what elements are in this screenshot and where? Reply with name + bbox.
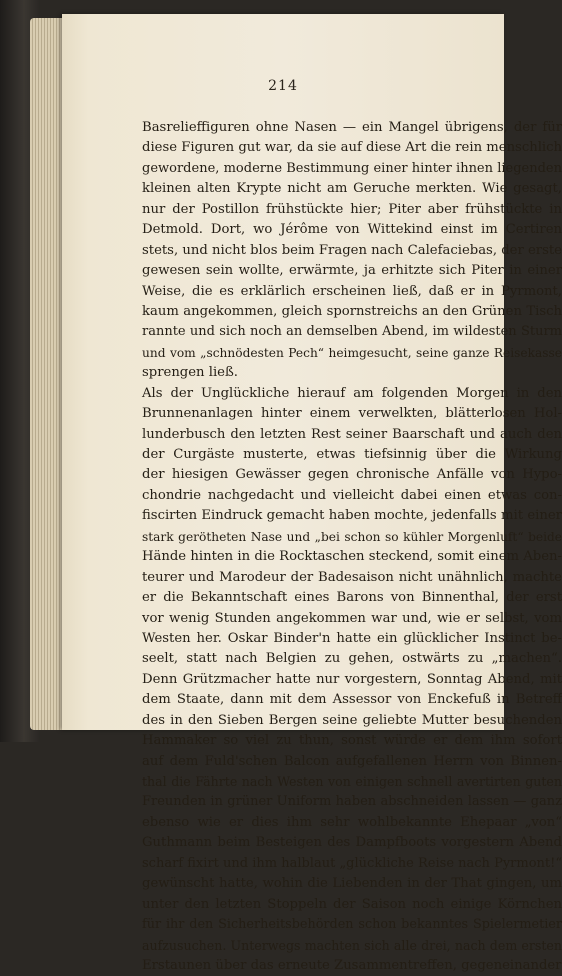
text-line: fiscirten Eindruck gemacht haben mochte, jedenfalls mit einer	[142, 508, 562, 524]
text-line: Hammaker so viel zu thun, sonst würde er dem ihm sofort	[142, 733, 562, 749]
text-line: Basrelieffiguren ohne Nasen — ein Mangel übrigens, der für	[142, 120, 562, 135]
text-line: Westen her. Oskar Binder'n hatte ein glücklicher Instinct be-	[142, 630, 562, 646]
text-line: scharf fixirt und ihm halblaut „glückliche Reise nach Pyrmont!“	[142, 855, 562, 871]
text-line: gewordene, moderne Bestimmung einer hinter ihnen liegenden	[142, 160, 562, 176]
text-line: Hände hinten in die Rocktaschen steckend, somit einem Aben-	[142, 549, 562, 565]
text-line: unter den letzten Stoppeln der Saison noch einige Körnchen	[142, 896, 562, 912]
text-line: Guthmann beim Besteigen des Dampfboots vorgestern Abend	[142, 835, 562, 851]
text-line: stets, und nicht blos beim Fragen nach Calefaciebas, der erste	[142, 242, 562, 258]
text-line: vor wenig Stunden angekommen war und, wie er selbst, vom	[142, 610, 562, 626]
text-line: sprengen ließ.	[142, 365, 238, 381]
text-line: ebenso wie er dies ihm sehr wohlbekannte Ehepaar „von“	[142, 814, 562, 830]
text-line: für ihr den Sicherheitsbehörden schon bekanntes Spielermetier	[142, 917, 562, 933]
body-text	[142, 118, 562, 976]
text-line: kaum angekommen, gleich spornstreichs an den Grünen Tisch	[142, 303, 562, 319]
text-line: Weise, die es erklärlich erscheinen ließ, daß er in Pyrmont,	[142, 283, 562, 299]
text-line: lunderbusch den letzten Rest seiner Baarschaft und auch den	[142, 426, 562, 442]
text-line: des in den Sieben Bergen seine geliebte Mutter besuchenden	[142, 712, 562, 728]
text-line: rannte und sich noch an demselben Abend, im wildesten Sturm	[142, 324, 562, 340]
text-line: Als der Unglückliche hierauf am folgenden Morgen in den	[142, 385, 562, 401]
text-line: diese Figuren gut war, da sie auf diese Art die rein menschlich	[142, 140, 562, 156]
text-line: der hiesigen Gewässer gegen chronische Anfälle von Hypo-	[142, 467, 562, 483]
text-line: nur der Postillon frühstückte hier; Piter aber frühstückte in	[142, 201, 562, 217]
text-line: auf dem Fuld'schen Balcon aufgefallenen Herrn von Binnen-	[142, 753, 562, 769]
text-line: dem Staate, dann mit dem Assessor von Enckefuß in Betreff	[142, 692, 562, 708]
text-line: Erstaunen über das erneute Zusammentreffen, gegeneinander	[142, 957, 562, 973]
book-page	[62, 14, 562, 973]
text-line: thal die Fährte nach Westen von einigen schnell avertirten guten	[142, 774, 562, 789]
text-line: Detmold. Dort, wo Jérôme von Wittekind einst im Certiren	[142, 222, 562, 238]
text-line: er die Bekanntschaft eines Barons von Binnenthal, der erst	[142, 590, 562, 606]
page-number: 214	[268, 78, 298, 94]
text-line: Freunden in grüner Uniform haben abschneiden lassen — ganz	[142, 794, 562, 810]
text-line: aufzusuchen. Unterwegs machten sich alle drei, nach dem ersten	[142, 937, 562, 953]
text-line: kleinen alten Krypte nicht am Geruche merkten. Wie gesagt,	[142, 181, 562, 197]
text-line: der Curgäste musterte, etwas tiefsinnig über die Wirkung	[142, 447, 562, 462]
text-line: gewünscht hatte, wohin die Liebenden in der That gingen, um	[142, 876, 562, 892]
text-line: seelt, statt nach Belgien zu gehen, ostwärts zu „machen“.	[142, 651, 562, 667]
text-line: Brunnenanlagen hinter einem verwelkten, blätterlosen Hol-	[142, 406, 562, 422]
text-line: teurer und Marodeur der Badesaison nicht unähnlich, machte	[142, 569, 562, 585]
text-line: stark gerötheten Nase und „bei schon so kühler Morgenluft“ beide	[142, 529, 562, 544]
text-line: Denn Grützmacher hatte nur vorgestern, Sonntag Abend, mit	[142, 671, 562, 687]
text-line: und vom „schnödesten Pech“ heimgesucht, seine ganze Reisekasse	[142, 345, 562, 360]
text-line: gewesen sein wollte, erwärmte, ja erhitzte sich Piter in einer	[142, 263, 562, 279]
text-line: chondrie nachgedacht und vielleicht dabei einen etwas con-	[142, 487, 562, 503]
